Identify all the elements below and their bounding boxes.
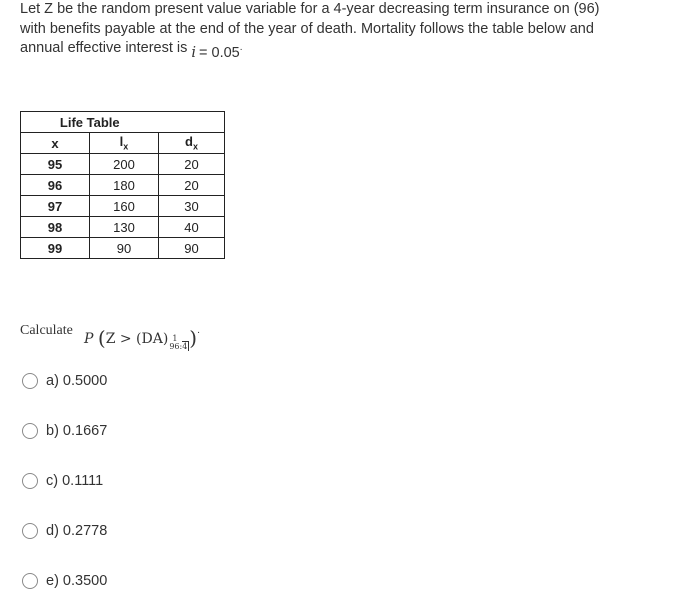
table-row (21, 175, 225, 196)
life-table-title: Life Table (21, 112, 159, 133)
cell-dx: 30 (159, 196, 225, 217)
option-label: a) 0.5000 (46, 373, 108, 389)
formula-annuity-index (169, 335, 189, 351)
formula-sup: 1 (172, 334, 178, 343)
header-dx-sub: x (192, 141, 198, 152)
cell-x: 99 (21, 238, 90, 259)
cell-x: 95 (21, 154, 90, 175)
header-lx (90, 133, 159, 154)
question-line-3 (20, 39, 670, 60)
cell-lx: 180 (90, 175, 159, 196)
header-dx-base: d (185, 134, 193, 150)
probability-formula (84, 326, 200, 351)
table-row (21, 217, 225, 238)
life-table-title-row (21, 112, 225, 133)
interest-symbol: i (191, 45, 197, 61)
radio-button-icon[interactable] (22, 523, 38, 539)
option-label: c) 0.1111 (46, 473, 104, 489)
cell-dx: 90 (159, 238, 225, 259)
formula-close-paren: ) (189, 326, 198, 350)
cell-x: 96 (21, 175, 90, 196)
header-lx-sub: x (123, 141, 129, 152)
life-table (20, 111, 225, 259)
life-table-header-row (21, 133, 225, 154)
question-line-3-text: annual effective interest is (20, 40, 188, 56)
table-row (21, 154, 225, 175)
calculate-label: Calculate (20, 323, 73, 338)
option-label: d) 0.2778 (46, 523, 108, 539)
radio-button-icon[interactable] (22, 423, 38, 439)
formula-open-paren: ( (97, 326, 106, 350)
header-dx (159, 133, 225, 154)
cell-x: 97 (21, 196, 90, 217)
interest-value: = 0.05 (199, 45, 240, 61)
cell-dx: 20 (159, 175, 225, 196)
option-d[interactable] (22, 523, 107, 539)
life-table-title-blank (159, 112, 225, 133)
question-line-2: with benefits payable at the end of the year of death. Mortality follows the table below and (20, 20, 594, 37)
formula-sub-term: 4 (182, 342, 188, 351)
formula-z: Z > (DA) (105, 331, 169, 347)
cell-lx: 160 (90, 196, 159, 217)
header-lx-base: l (119, 134, 124, 150)
formula-p: P (84, 331, 94, 347)
cell-dx: 20 (159, 154, 225, 175)
option-a[interactable] (22, 373, 107, 389)
radio-button-icon[interactable] (22, 373, 38, 389)
cell-lx: 200 (90, 154, 159, 175)
radio-button-icon[interactable] (22, 573, 38, 589)
table-row (21, 238, 225, 259)
cell-x: 98 (21, 217, 90, 238)
option-c[interactable] (22, 473, 103, 489)
cell-dx: 40 (159, 217, 225, 238)
option-e[interactable] (22, 573, 107, 589)
table-row (21, 196, 225, 217)
question-line-1: Let Z be the random present value variable for a 4-year decreasing term insurance on (96) (20, 1, 600, 17)
header-x: x (21, 133, 90, 154)
interest-dot: . (239, 42, 243, 53)
radio-button-icon[interactable] (22, 473, 38, 489)
option-label: b) 0.1667 (46, 423, 108, 439)
option-b[interactable] (22, 423, 107, 439)
question-text (20, 0, 670, 60)
formula-dot: . (197, 326, 200, 336)
cell-lx: 90 (90, 238, 159, 259)
cell-lx: 130 (90, 217, 159, 238)
option-label: e) 0.3500 (46, 573, 108, 589)
formula-sub-age: 96: (169, 342, 183, 351)
